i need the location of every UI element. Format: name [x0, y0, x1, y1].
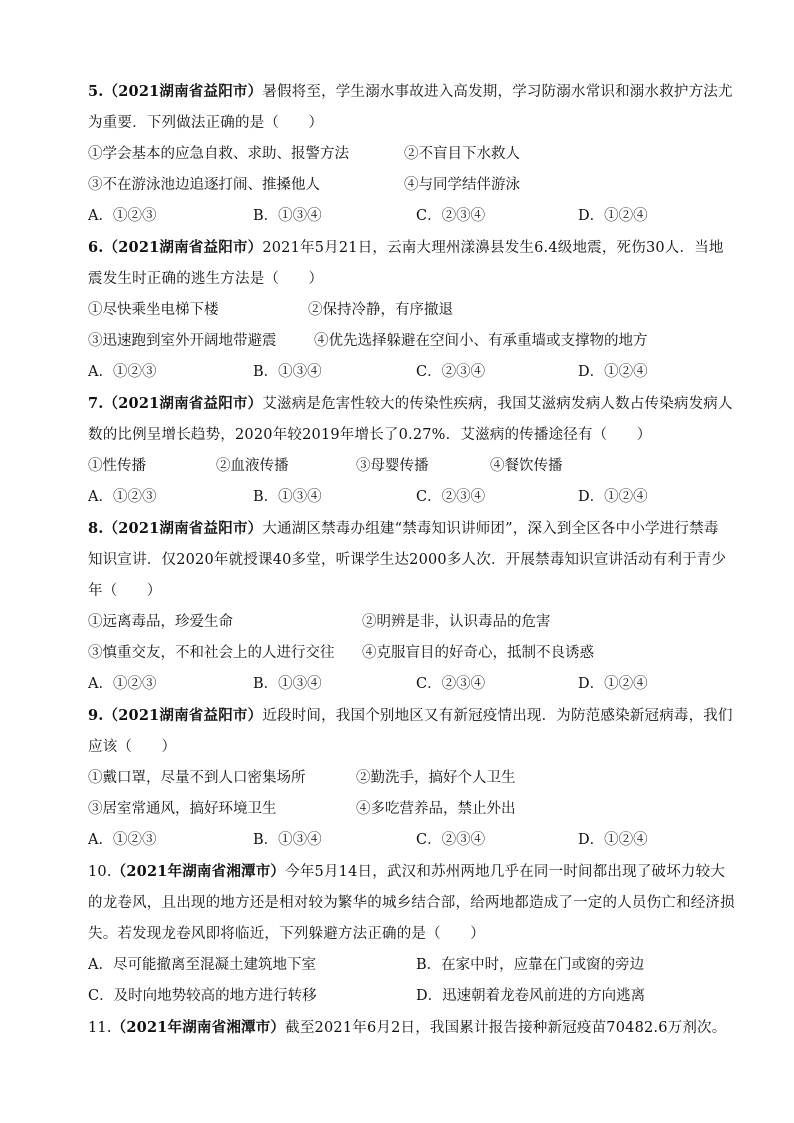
question-6-option-c: C．②③④: [416, 364, 486, 380]
question-number: 7.: [88, 395, 104, 412]
question-8-line-3: 年（ ）: [88, 583, 162, 599]
question-5-option-b: B．①③④: [253, 208, 322, 224]
question-9-option-b: B．①③④: [253, 832, 322, 848]
question-8-statement-1: ①远离毒品，珍爱生命: [88, 614, 233, 630]
question-7-option-d: D．①②④: [578, 489, 648, 505]
question-10-option-b: B．在家中时，应靠在门或窗的旁边: [416, 957, 645, 973]
question-9-statement-3: ③居室常通风，搞好环境卫生: [88, 801, 277, 817]
question-text: 艾滋病是危害性较大的传染性疾病，我国艾滋病发病人数占传染病发病人: [262, 396, 733, 412]
question-source: （2021年湖南省湘潭市）: [111, 1019, 286, 1036]
question-8-option-a: A．①②③: [88, 676, 157, 692]
question-9-line-1: [88, 706, 733, 726]
question-text: 大通湖区禁毒办组建“禁毒知识讲师团”，深入到全区各中小学进行禁毒: [262, 521, 719, 537]
question-text: 截至2021年6月2日，我国累计报告接种新冠疫苗70482.6万剂次。: [285, 1020, 727, 1036]
question-5-option-d: D．①②④: [578, 208, 648, 224]
question-5-statement-1: ①学会基本的应急自救、求助、报警方法: [88, 146, 349, 162]
question-text: 近段时间，我国个别地区又有新冠疫情出现．为防范感染新冠病毒，我们: [262, 708, 733, 724]
question-5-line-2: 为重要．下列做法正确的是（ ）: [88, 115, 324, 131]
question-8-option-d: D．①②④: [578, 676, 648, 692]
question-10-line-3: 失。若发现龙卷风即将临近，下列躲避方法正确的是（ ）: [88, 926, 485, 942]
question-8-line-1: [88, 519, 719, 539]
question-number: 6.: [88, 239, 104, 256]
question-9-statement-4: ④多吃营养品，禁止外出: [356, 801, 516, 817]
question-5-statement-2: ②不盲目下水救人: [404, 146, 520, 162]
question-text: 今年5月14日，武汉和苏州两地几乎在同一时间都出现了破坏力较大: [285, 864, 726, 880]
question-source: （2021湖南省益阳市）: [103, 239, 263, 256]
question-source: （2021年湖南省湘潭市）: [111, 863, 286, 880]
question-6-statement-3: ③迅速跑到室外开阔地带避震: [88, 333, 277, 349]
question-number: 11.: [88, 1020, 112, 1036]
question-number: 8.: [88, 520, 104, 537]
question-7-statement-2: ②血液传播: [216, 458, 289, 474]
question-9-option-a: A．①②③: [88, 832, 157, 848]
question-10-option-a: A．尽可能撤离至混凝土建筑地下室: [88, 957, 316, 973]
question-text: 2021年5月21日，云南大理州漾濞县发生6.4级地震，死伤30人．当地: [262, 240, 724, 256]
question-9-line-2: 应该（ ）: [88, 739, 177, 755]
question-5-statement-4: ④与同学结伴游泳: [404, 177, 520, 193]
question-9-option-d: D．①②④: [578, 832, 648, 848]
question-8-option-c: C．②③④: [416, 676, 486, 692]
question-5-statement-3: ③不在游泳池边追逐打闹、推搡他人: [88, 177, 320, 193]
question-6-option-b: B．①③④: [253, 364, 322, 380]
question-7-option-b: B．①③④: [253, 489, 322, 505]
question-number: 9.: [88, 707, 104, 724]
question-9-option-c: C．②③④: [416, 832, 486, 848]
question-7-statement-4: ④餐饮传播: [490, 458, 563, 474]
question-number: 5.: [88, 83, 104, 100]
question-7-line-2: 数的比例呈增长趋势，2020年较2019年增长了0.27%．艾滋病的传播途径有（ ）: [88, 427, 652, 443]
question-10-option-c: C．及时向地势较高的地方进行转移: [88, 988, 317, 1004]
question-8-option-b: B．①③④: [253, 676, 322, 692]
question-9-statement-1: ①戴口罩，尽量不到人口密集场所: [88, 770, 306, 786]
question-6-line-2: 震发生时正确的逃生方法是（ ）: [88, 271, 324, 287]
question-source: （2021湖南省益阳市）: [103, 83, 263, 100]
question-7-line-1: [88, 394, 733, 414]
question-source: （2021湖南省益阳市）: [103, 520, 263, 537]
question-6-option-a: A．①②③: [88, 364, 157, 380]
question-6-statement-1: ①尽快乘坐电梯下楼: [88, 302, 219, 318]
question-source: （2021湖南省益阳市）: [103, 707, 263, 724]
question-11-line-1: [88, 1018, 726, 1038]
question-6-statement-2: ②保持冷静，有序撤退: [308, 302, 453, 318]
question-8-statement-4: ④克服盲目的好奇心，抵制不良诱惑: [362, 645, 594, 661]
question-7-statement-1: ①性传播: [88, 458, 146, 474]
question-7-option-a: A．①②③: [88, 489, 157, 505]
question-6-option-d: D．①②④: [578, 364, 648, 380]
question-6-statement-4: ④优先选择躲避在空间小、有承重墙或支撑物的地方: [314, 333, 648, 349]
question-number: 10.: [88, 864, 112, 880]
question-7-option-c: C．②③④: [416, 489, 486, 505]
question-5-option-a: A．①②③: [88, 208, 157, 224]
question-source: （2021湖南省益阳市）: [103, 395, 263, 412]
question-10-option-d: D．迅速朝着龙卷风前进的方向逃离: [416, 988, 646, 1004]
question-5-option-c: C．②③④: [416, 208, 486, 224]
question-9-statement-2: ②勤洗手，搞好个人卫生: [356, 770, 516, 786]
question-6-line-1: [88, 238, 724, 258]
question-7-statement-3: ③母婴传播: [356, 458, 429, 474]
question-8-statement-2: ②明辨是非，认识毒品的危害: [362, 614, 551, 630]
question-8-statement-3: ③慎重交友，不和社会上的人进行交往: [88, 645, 335, 661]
question-8-line-2: 知识宣讲．仅2020年就授课40多堂，听课学生达2000多人次．开展禁毒知识宣讲活动有利于青少: [88, 552, 727, 568]
question-10-line-2: 的龙卷风，且出现的地方还是相对较为繁华的城乡结合部，给两地都造成了一定的人员伤亡和经济损: [88, 895, 735, 911]
question-5-line-1: [88, 82, 733, 102]
question-text: 暑假将至，学生溺水事故进入高发期，学习防溺水常识和溺水救护方法尤: [262, 84, 733, 100]
question-10-line-1: [88, 862, 725, 882]
